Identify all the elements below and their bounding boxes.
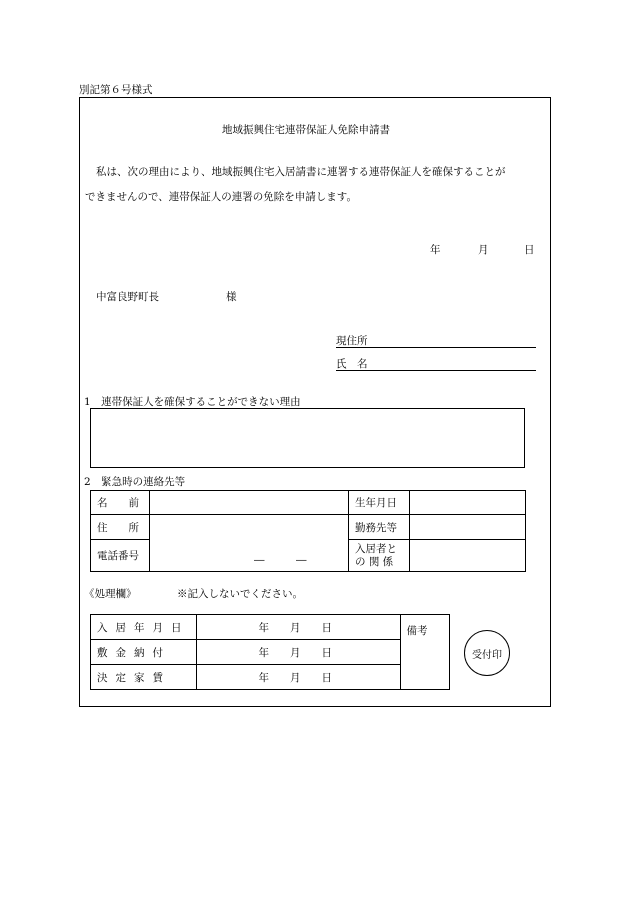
address-phone-value-cell[interactable] (150, 515, 349, 572)
remarks-cell[interactable]: 備考 (400, 615, 450, 690)
stamp-label: 受付印 (472, 649, 502, 661)
phone-label-cell: 電話番号 (91, 540, 150, 572)
reception-stamp-circle (464, 630, 510, 676)
name-label-cell: 名 前 (91, 491, 150, 515)
addressee-suffix: 様 (226, 291, 237, 303)
form-number: 別記第６号様式 (79, 84, 153, 96)
body-line-2: できませんので、連帯保証人の連署の免除を申請します。 (85, 191, 357, 203)
office-heading: 《処理欄》 (84, 588, 137, 600)
work-value-cell[interactable] (410, 515, 526, 540)
work-label-cell: 勤務先等 (349, 515, 410, 540)
office-row-label: 敷金納付 (91, 640, 197, 665)
relation-value-cell[interactable] (410, 540, 526, 572)
body-line-1: 私は、次の理由により、地域振興住宅入居請書に連署する連帯保証人を確保することが (96, 166, 506, 178)
office-row-label: 入居年月日 (91, 615, 197, 640)
birth-label-cell: 生年月日 (349, 491, 410, 515)
applicant-name-line[interactable] (336, 370, 536, 371)
phone-dashes: ― ― (254, 554, 307, 566)
section2-label: 2 緊急時の連絡先等 (84, 476, 186, 488)
office-note: ※記入しないでください。 (177, 588, 303, 600)
office-row-label: 決定家賃 (91, 665, 197, 690)
date-day: 日 (524, 244, 535, 256)
addressee-name: 中富良野町長 (96, 291, 159, 303)
office-row-date[interactable]: 年 月 日 (196, 665, 400, 690)
office-row-date[interactable]: 年 月 日 (196, 640, 400, 665)
applicant-address-line[interactable] (336, 347, 536, 348)
applicant-address-label: 現住所 (336, 335, 368, 347)
office-row-date[interactable]: 年 月 日 (196, 615, 400, 640)
birth-value-cell[interactable] (410, 491, 526, 515)
applicant-name-label: 氏 名 (336, 358, 368, 370)
address-label-cell: 住 所 (91, 515, 150, 540)
reason-box[interactable] (90, 408, 525, 468)
date-month: 月 (478, 244, 489, 256)
date-year: 年 (430, 244, 441, 256)
section1-label: 1 連帯保証人を確保することができない理由 (84, 396, 301, 408)
name-value-cell[interactable] (150, 491, 349, 515)
contact-table (90, 490, 526, 572)
office-table (90, 614, 450, 690)
form-title: 地域振興住宅連帯保証人免除申請書 (222, 124, 390, 136)
relation-label-cell: 入居者と の 関 係 (349, 540, 410, 572)
